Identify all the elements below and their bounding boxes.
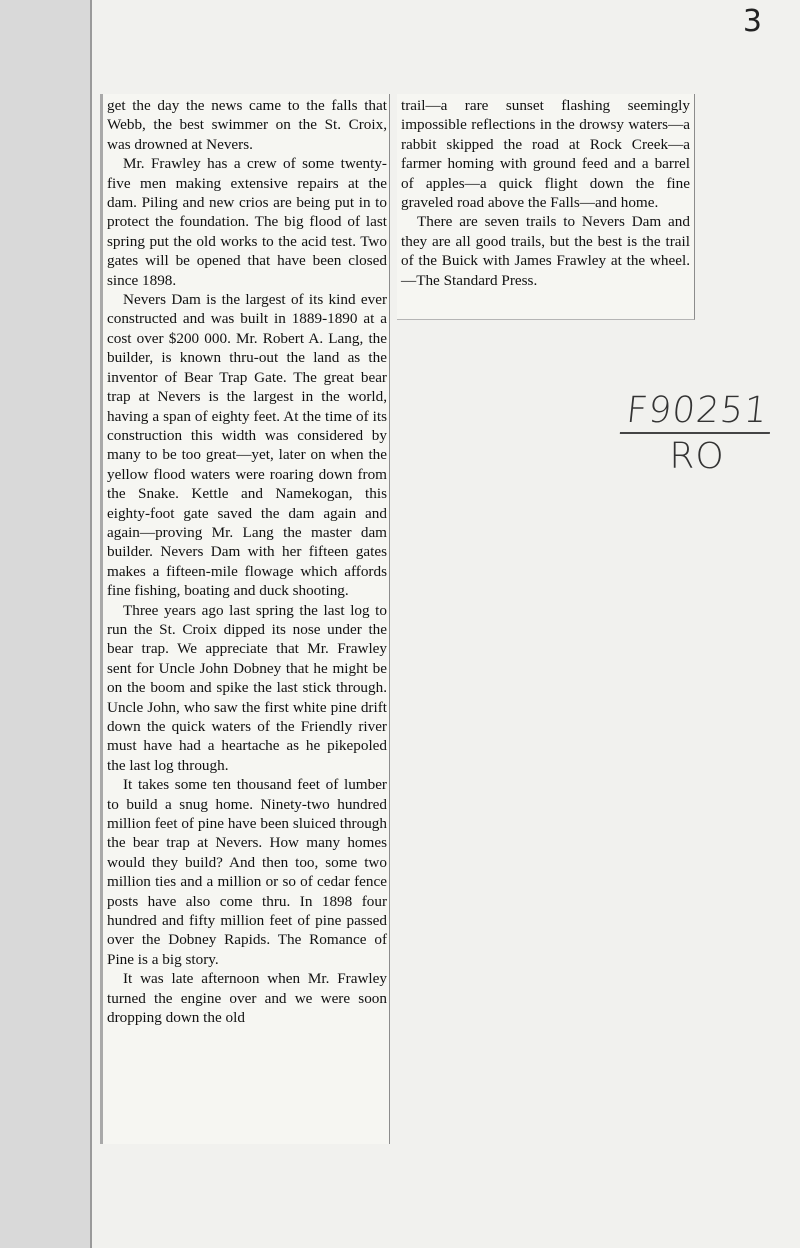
column-1-paragraph: It takes some ten thousand feet of lumber to build a snug home. Ninety-two hundred million feet of pine have been sluiced through the bear trap at Nevers. How many homes would they build? And then too, some two million ties and a million or so of cedar fence posts have also come thru. In 1898 four hundred and fifty million feet of pine passed over the Dobney Rapids. The Romance of Pine is a big story.	[107, 776, 387, 968]
clipping-column-1	[100, 94, 390, 1144]
handwritten-annotation	[622, 392, 772, 476]
column-2-paragraph: There are seven trails to Nevers Dam and they are all good trails, but the best is the trail of the Buick with James Frawley at the wheel.—The Standard Press.	[401, 213, 690, 289]
column-1-paragraph: Mr. Frawley has a crew of some twenty-five men making extensive repairs at the dam. Piling and new crios are being put in to protect the foundation. The big flood of last spring put the old works to the acid test. Two gates will be opened that have been closed since 1898.	[107, 155, 387, 289]
column-1-paragraph: It was late afternoon when Mr. Frawley turned the engine over and we were soon dropping down the old	[107, 970, 387, 1027]
clipping-column-2	[397, 94, 695, 320]
column-1-paragraph: Nevers Dam is the largest of its kind ever constructed and was built in 1889-1890 at a cost over $200 000. Mr. Robert A. Lang, the builder, is known thru-out the land as the inventor of Bear Trap Gate. The great bear trap at Nevers is the largest in the world, having a span of eighty feet. At the time of its construction this width was considered by many to be too great—yet, later on when the yellow flood waters were roaring down from the Snake. Kettle and Namekogan, this eighty-foot gate saved the dam again and again—proving Mr. Lang the master dam builder. Nevers Dam with her fifteen gates makes a fifteen-mile flowage which affords fine fishing, boating and duck shooting.	[107, 291, 387, 600]
annotation-initials: RO	[669, 436, 725, 477]
column-1-paragraph: Three years ago last spring the last log to run the St. Croix dipped its nose under the bear trap. We appreciate that Mr. Frawley sent for Uncle John Dobney that he might be on the boom and spike the last stick through. Uncle John, who saw the first white pine drift down the quick waters of the Friendly river must have had a heartache as he pikepoled the last log through.	[107, 601, 387, 774]
page-number: 3	[742, 4, 762, 39]
annotation-code: F90251	[620, 392, 774, 434]
column-1-paragraph: get the day the news came to the falls that Webb, the best swimmer on the St. Croix, was drowned at Nevers.	[107, 97, 387, 153]
column-2-paragraph: trail—a rare sunset flashing seemingly impossible reflections in the drowsy waters—a rabbit skipped the road at Rock Creek—a farmer homing with ground feed and a barrel of apples—a quick flight down the fine graveled road above the Falls—and home.	[401, 97, 690, 212]
